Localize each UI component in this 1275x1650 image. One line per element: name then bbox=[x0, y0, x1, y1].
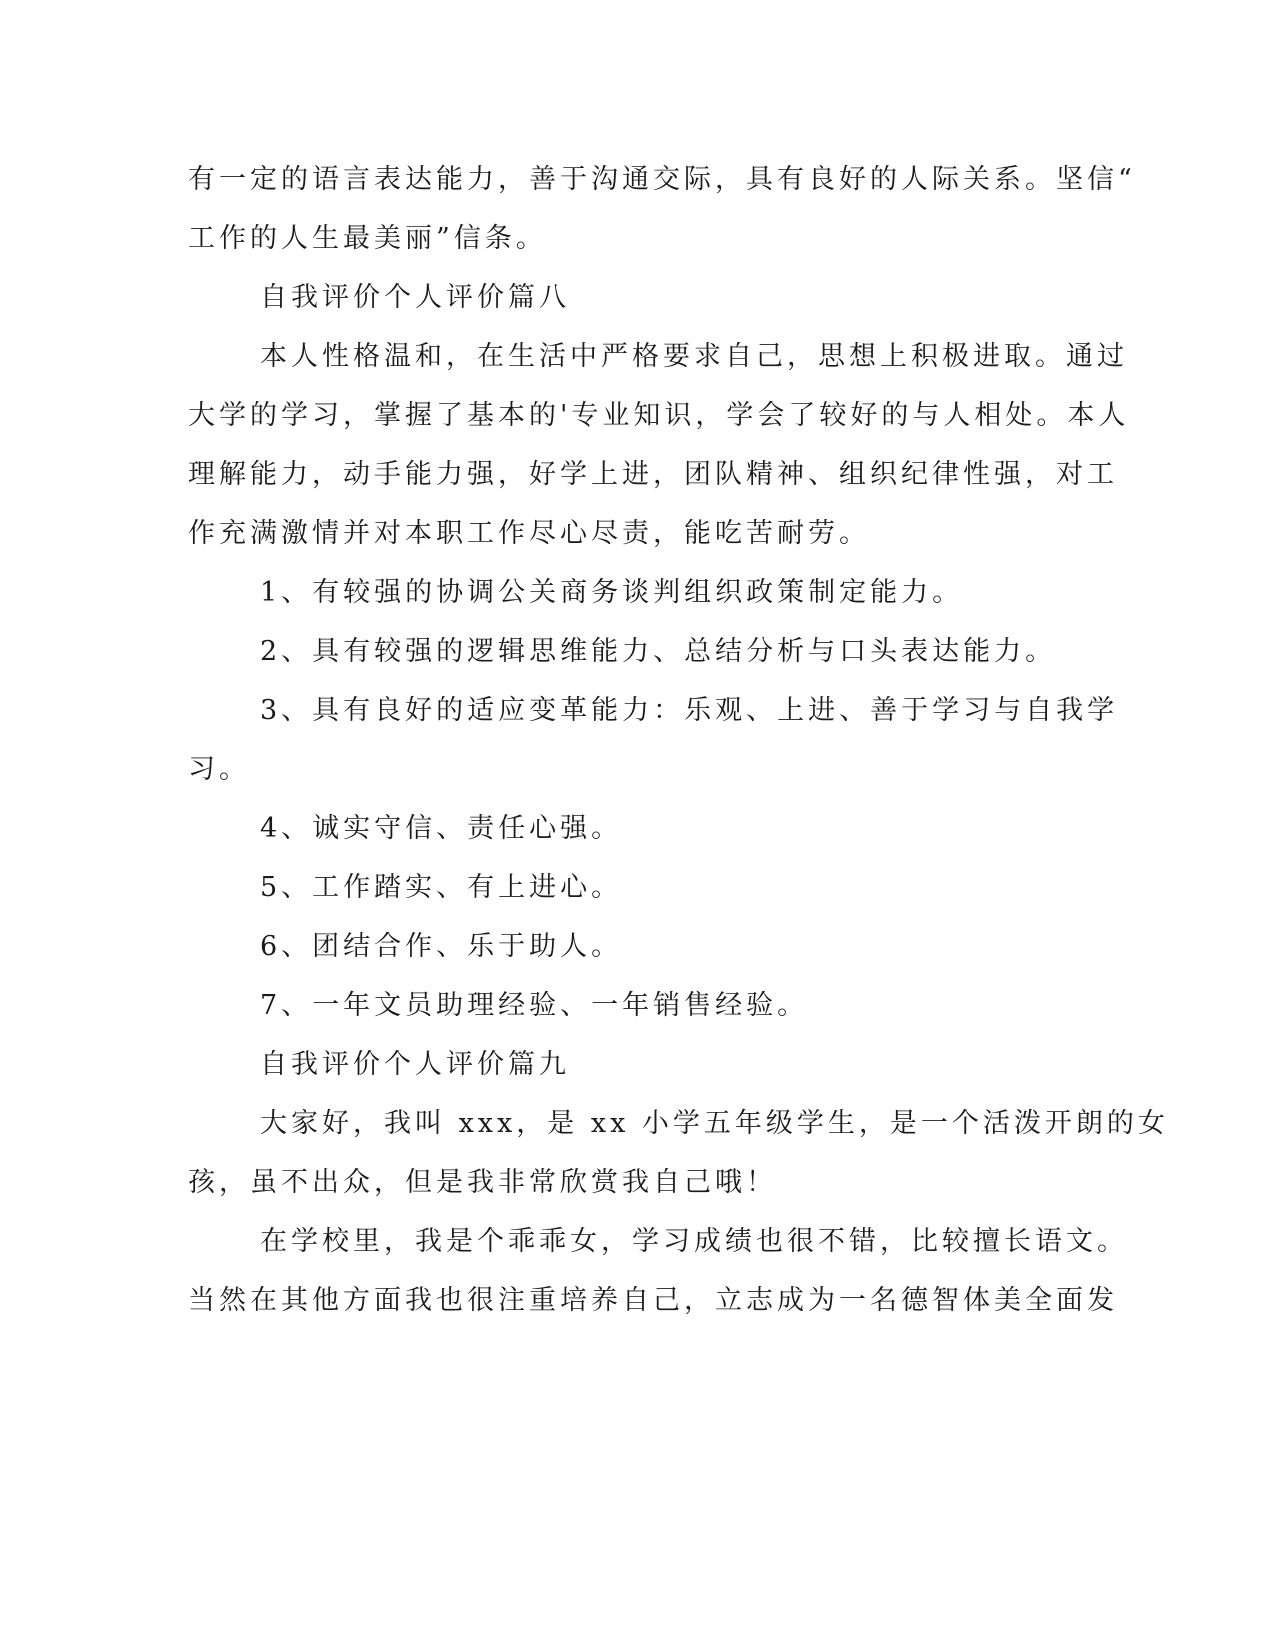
paragraph-line: 理解能力，动手能力强，好学上进，团队精神、组织纪律性强，对工 bbox=[188, 459, 1118, 490]
list-item: 5、工作踏实、有上进心。 bbox=[260, 872, 623, 903]
list-item: 7、一年文员助理经验、一年销售经验。 bbox=[260, 990, 809, 1021]
paragraph-line: 工作的人生最美丽”信条。 bbox=[188, 223, 547, 254]
list-item: 6、团结合作、乐于助人。 bbox=[260, 931, 623, 962]
list-item: 1、有较强的协调公关商务谈判组织政策制定能力。 bbox=[260, 577, 964, 608]
paragraph-line: 孩，虽不出众，但是我非常欣赏我自己哦！ bbox=[188, 1167, 777, 1198]
list-item: 2、具有较强的逻辑思维能力、总结分析与口头表达能力。 bbox=[260, 636, 1057, 667]
section-heading-9: 自我评价个人评价篇九 bbox=[260, 1049, 570, 1080]
list-item: 3、具有良好的适应变革能力：乐观、上进、善于学习与自我学 bbox=[260, 695, 1119, 726]
paragraph-line: 本人性格温和，在生活中严格要求自己，思想上积极进取。通过 bbox=[260, 341, 1128, 372]
paragraph-line: 当然在其他方面我也很注重培养自己，立志成为一名德智体美全面发 bbox=[188, 1285, 1118, 1316]
paragraph-line: 大学的学习，掌握了基本的'专业知识，学会了较好的与人相处。本人 bbox=[188, 400, 1130, 431]
section-heading-8: 自我评价个人评价篇八 bbox=[260, 282, 570, 313]
paragraph-line: 作充满激情并对本职工作尽心尽责，能吃苦耐劳。 bbox=[188, 518, 870, 549]
paragraph-line: 在学校里，我是个乖乖女，学习成绩也很不错，比较擅长语文。 bbox=[260, 1226, 1128, 1257]
list-item: 4、诚实守信、责任心强。 bbox=[260, 813, 623, 844]
paragraph-line: 大家好，我叫 xxx，是 xx 小学五年级学生，是一个活泼开朗的女 bbox=[260, 1108, 1169, 1139]
paragraph-line: 有一定的语言表达能力，善于沟通交际，具有良好的人际关系。坚信“ bbox=[188, 164, 1136, 195]
list-item-continued: 习。 bbox=[188, 754, 250, 785]
